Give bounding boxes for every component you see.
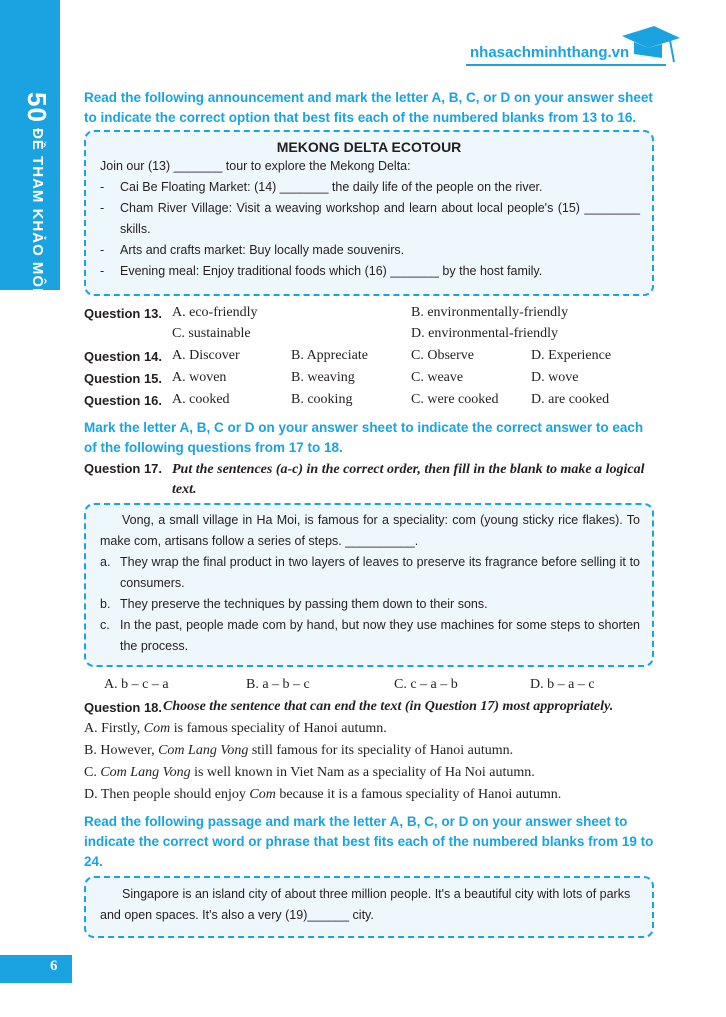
q14-option-d[interactable]: D. Experience [531, 348, 612, 363]
question-17-label: Question 17. [84, 461, 163, 476]
q13-option-b[interactable]: B. environmentally-friendly [411, 305, 569, 320]
q17-option-b[interactable]: B. a – b – c [246, 677, 310, 692]
announcement-body [86, 156, 652, 282]
question-17-prompt: Put the sentences (a-c) in the correct order, then fill in the blank to make a logical text. [172, 462, 645, 497]
sidebar-number: 50 [22, 92, 52, 123]
graduation-cap-icon [618, 20, 682, 68]
page-number-tab [0, 955, 72, 983]
announcement-title: MEKONG DELTA ECOTOUR [276, 139, 462, 155]
singapore-passage-box [84, 876, 654, 938]
q17-option-d[interactable]: D. b – a – c [530, 677, 595, 692]
list-item: b. They preserve the techniques by passing them down to their sons. [100, 597, 488, 611]
announcement-box [84, 130, 654, 296]
passage-text: Vong, a small village in Ha Moi, is famous for a speciality: com (young sticky rice flakes). To make com, artisans follow a series of steps. __________. [100, 513, 640, 548]
question-18-prompt: Choose the sentence that can end the text (in Question 17) most appropriately. [163, 699, 614, 714]
singapore-passage-text: Singapore is an island city of about three million people. It's a beautiful city with lots of parks and open spaces. It's also a very (19)______ city. [100, 887, 631, 922]
q18-option-c[interactable]: C. Com Lang Vong is well known in Viet Nam as a speciality of Ha Noi autumn. [84, 765, 535, 780]
list-item: - Evening meal: Enjoy traditional foods which (16) _______ by the host family. [100, 264, 543, 278]
brand-text: nhasachminhthang.vn [470, 44, 630, 61]
section2-instruction: Mark the letter A, B, C or D on your answer sheet to indicate the correct answer to each of the following questions from 17 to 18. [84, 420, 644, 455]
q15-option-b[interactable]: B. weaving [291, 370, 355, 385]
question-15-label: Question 15. [84, 371, 163, 386]
q13-option-c[interactable]: C. sustainable [172, 326, 251, 341]
question-14-label: Question 14. [84, 349, 163, 364]
passage-box [84, 503, 654, 667]
q14-option-b[interactable]: B. Appreciate [291, 348, 368, 363]
list-item: - Cham River Village: Visit a weaving workshop and learn about local people's (15) ________ skills. [100, 201, 640, 236]
q15-option-d[interactable]: D. wove [531, 370, 579, 385]
q15-option-c[interactable]: C. weave [411, 370, 464, 385]
q17-option-a[interactable]: A. b – c – a [104, 677, 169, 692]
sidebar-title [12, 92, 52, 396]
q16-option-a[interactable]: A. cooked [172, 392, 230, 407]
q15-option-a[interactable]: A. woven [172, 370, 227, 385]
section3-instruction: Read the following passage and mark the letter A, B, C, or D on your answer sheet to indicate the correct word or phrase that best fits each of the numbered blanks from 19 to 24. [84, 814, 654, 869]
list-item: c. In the past, people made com by hand, but now they use machines for some steps to shorten the process. [100, 618, 640, 653]
passage-body [86, 505, 652, 657]
q18-option-d[interactable]: D. Then people should enjoy Com because it is a famous speciality of Hanoi autumn. [84, 787, 562, 802]
q16-option-c[interactable]: C. were cooked [411, 392, 499, 407]
question-13-label: Question 13. [84, 306, 163, 321]
q13-option-a[interactable]: A. eco-friendly [172, 305, 258, 320]
q18-option-a[interactable]: A. Firstly, Com is famous speciality of Hanoi autumn. [84, 721, 387, 736]
brand-underline [466, 64, 666, 66]
q17-option-c[interactable]: C. c – a – b [394, 677, 458, 692]
question-18-label: Question 18. [84, 700, 163, 715]
list-item: - Cai Be Floating Market: (14) _______ the daily life of the people on the river. [100, 180, 543, 194]
list-item: - Arts and crafts market: Buy locally made souvenirs. [100, 243, 405, 257]
q14-option-a[interactable]: A. Discover [172, 348, 240, 363]
brand-logo [470, 44, 629, 61]
question-16-label: Question 16. [84, 393, 163, 408]
sidebar-text: ĐỀ THAM KHẢO MÔN TIẾNG ANH [29, 128, 46, 397]
section1-instruction: Read the following announcement and mark the letter A, B, C, or D on your answer sheet to indicate the correct option that best fits each of the numbered blanks from 13 to 16. [84, 90, 653, 125]
q14-option-c[interactable]: C. Observe [411, 348, 474, 363]
page-number: 6 [50, 958, 58, 974]
q18-option-b[interactable]: B. However, Com Lang Vong still famous for its speciality of Hanoi autumn. [84, 743, 514, 758]
q16-option-d[interactable]: D. are cooked [531, 392, 610, 407]
q16-option-b[interactable]: B. cooking [291, 392, 353, 407]
list-item: a. They wrap the final product in two layers of leaves to preserve its fragrance before selling it to consumers. [100, 555, 640, 590]
q13-option-d[interactable]: D. environmental-friendly [411, 326, 558, 341]
announcement-intro: Join our (13) _______ tour to explore the Mekong Delta: [100, 159, 411, 173]
